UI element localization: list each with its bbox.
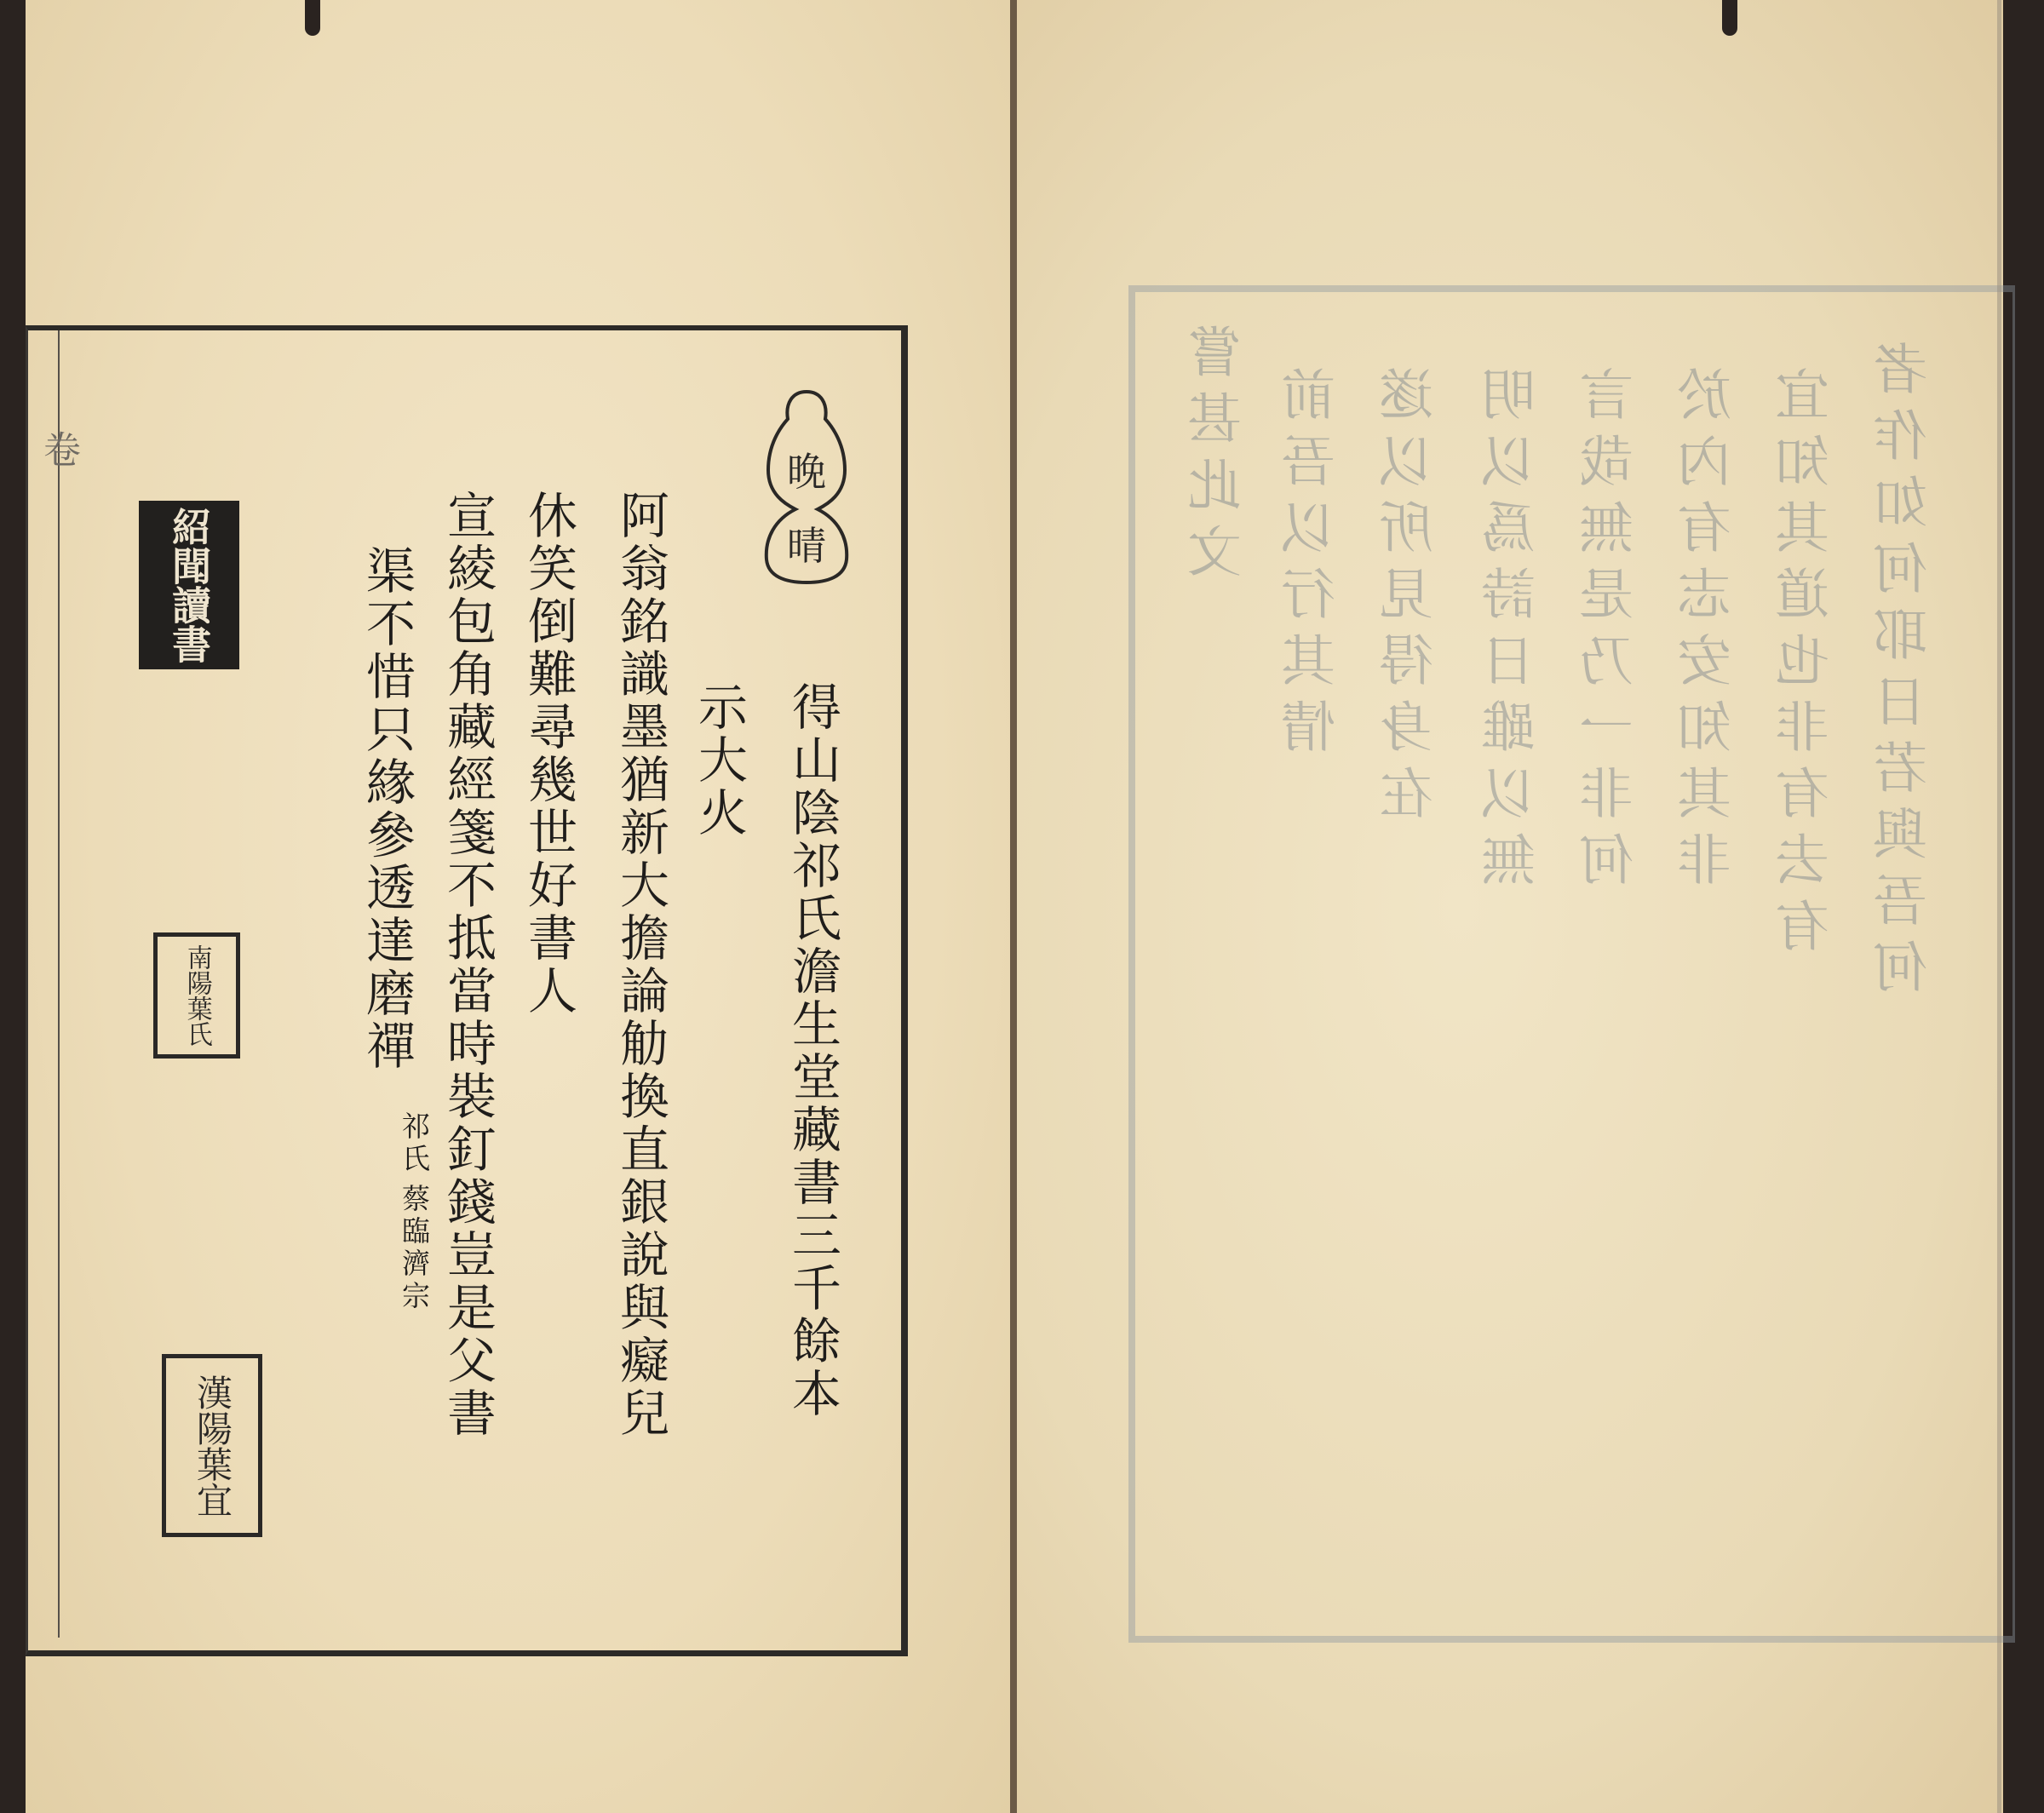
signature-line-1: 祁氏: [398, 1111, 431, 1176]
bleed-through-column-3: 於內有志安知其非: [1678, 366, 1741, 898]
gourd-seal-char-1: 晚: [787, 449, 826, 495]
thread-notch-left: [305, 0, 320, 36]
text-column-2: 示大火: [690, 681, 748, 840]
seal-bottom-left: [162, 1354, 262, 1537]
gourd-seal: [760, 385, 853, 585]
text-column-6: 渠不惜只緣參透達磨禪: [358, 545, 416, 1073]
seal-bottom-left-text: 漢陽葉宜: [192, 1374, 234, 1518]
seal-top-left: [139, 501, 239, 669]
bleed-through-column-8: 嘗甚此文: [1188, 324, 1251, 589]
bleed-through-column-7: 前吾以行其情: [1282, 366, 1345, 765]
frame-inner-rule: [58, 330, 60, 1638]
book-gutter: [1010, 0, 1017, 1813]
bleed-through-column-1: 者作如何耶日若與吾何: [1874, 341, 1937, 1005]
seal-middle-left-text: 南陽葉氏: [181, 944, 212, 1047]
bleed-through-column-6: 遂以所見得身在: [1380, 366, 1443, 831]
seal-middle-left: [153, 932, 240, 1059]
bleed-through-column-2: 宜知其道也非有去有: [1776, 366, 1839, 964]
text-column-5: 宣綾包角藏經箋不抵當時裝釘錢豈是父書: [439, 490, 497, 1440]
margin-mark: 卷: [37, 430, 80, 468]
gourd-seal-char-2: 晴: [787, 523, 826, 569]
bleed-through-column-5: 明以爲詩日雖以無: [1482, 366, 1545, 898]
text-column-1: 得山陰祁氏澹生堂藏書三千餘本: [784, 681, 841, 1420]
signature-line-2: 蔡臨濟宗: [398, 1184, 431, 1313]
bleed-through-column-4: 言哉無是乃一非何: [1580, 366, 1643, 898]
text-column-4: 休笑倒難尋幾世好書人: [520, 490, 577, 1018]
bleed-through-edge: [1997, 0, 2001, 1813]
seal-top-left-text: 紹聞讀書: [166, 507, 213, 663]
text-column-3: 阿翁銘識墨猶新大擔論觔換直銀說與癡兒: [611, 490, 669, 1440]
thread-notch-right: [1722, 0, 1737, 36]
